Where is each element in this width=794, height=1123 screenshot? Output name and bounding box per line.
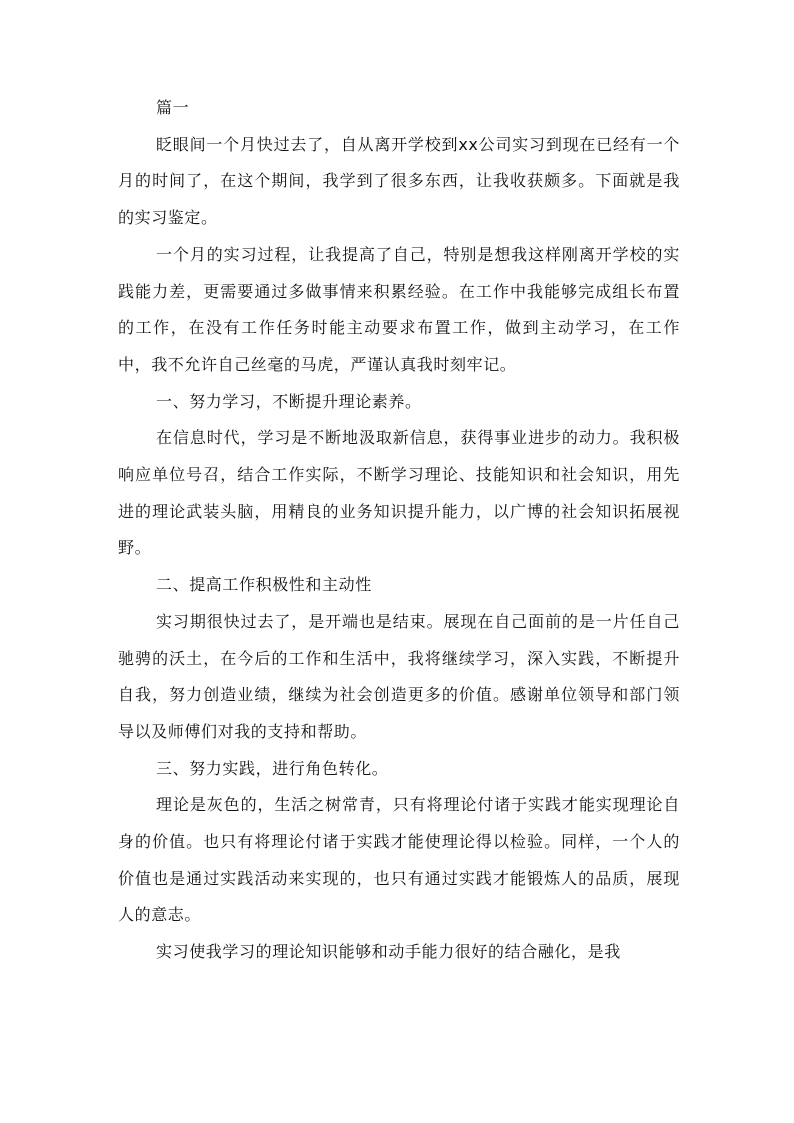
paragraph-practice: 理论是灰色的，生活之树常青，只有将理论付诸于实践才能实现理论自身的价值。也只有将理论付诸于实践才能使理论得以检验。同样，一个人的价值也是通过实践活动来实现的，也只有通过实践才能锻炼人的品质，展现人的意志。 bbox=[118, 795, 680, 925]
paragraph-overview: 一个月的实习过程，让我提高了自己，特别是想我这样刚离开学校的实践能力差，更需要通过多做事情来积累经验。在工作中我能够完成组长布置的工作，在没有工作任务时能主动要求布置工作，做到主动学习，在工作中，我不允许自己丝毫的马虎，严谨认真我时刻牢记。 bbox=[118, 244, 680, 374]
paragraph-conclusion: 实习使我学习的理论知识能够和动手能力很好的结合融化，是我 bbox=[156, 942, 621, 962]
heading-practice: 三、努力实践，进行角色转化。 bbox=[156, 758, 389, 778]
section-title: 篇一 bbox=[156, 98, 190, 117]
heading-initiative: 二、提高工作积极性和主动性 bbox=[156, 575, 372, 595]
document-body bbox=[118, 90, 680, 971]
paragraph-intro: 眨眼间一个月快过去了，自从离开学校到xx公司实习到现在已经有一个月的时间了，在这个期间，我学到了很多东西，让我收获颇多。下面就是我的实习鉴定。 bbox=[118, 134, 680, 228]
paragraph-study: 在信息时代，学习是不断地汲取新信息，获得事业进步的动力。我积极响应单位号召，结合工作实际，不断学习理论、技能知识和社会知识，用先进的理论武装头脑，用精良的业务知识提升能力，以广博的社会知识拓展视野。 bbox=[118, 428, 680, 558]
heading-study: 一、努力学习，不断提升理论素养。 bbox=[156, 391, 422, 411]
paragraph-initiative: 实习期很快过去了，是开端也是结束。展现在自己面前的是一片任自己驰骋的沃土，在今后的工作和生活中，我将继续学习，深入实践，不断提升自我，努力创造业绩，继续为社会创造更多的价值。感谢单位领导和部门领导以及师傅们对我的支持和帮助。 bbox=[118, 611, 680, 741]
